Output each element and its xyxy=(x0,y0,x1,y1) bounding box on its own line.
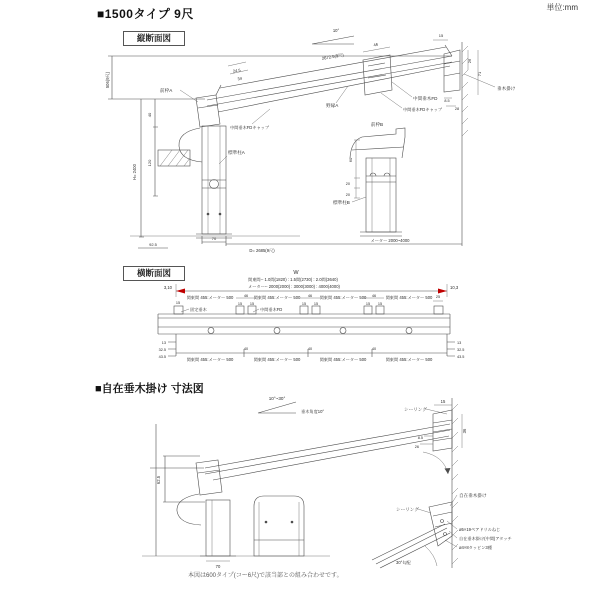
dim-15-p2a: 15 xyxy=(301,302,307,306)
rafter-clusters xyxy=(174,298,443,314)
bottom-segment-4: 関東間 455:メーター 500 xyxy=(385,357,433,362)
dim-post-height: H= 2400 xyxy=(132,164,137,180)
leader-screw2 xyxy=(445,540,457,547)
dim-62-5: 62.5 xyxy=(156,475,161,485)
leader-post-b xyxy=(352,197,366,202)
dim-40-3: 40 xyxy=(371,347,377,351)
dim-46: 46 xyxy=(373,41,379,48)
leader-fd-cap-right xyxy=(381,93,402,108)
dim-15-p1a: 15 xyxy=(237,302,243,306)
label-screw2: ø4×8タッピン3種 xyxy=(459,545,492,550)
label-screw1: ø5×19ペアドリルねじ xyxy=(459,527,501,532)
dim-28: 28 xyxy=(454,107,460,111)
leader-fd-cap-left xyxy=(252,109,270,124)
slope-dimension-line xyxy=(216,45,452,95)
dim-15-left: 15 xyxy=(175,301,181,305)
dim-70: 70 xyxy=(211,236,217,241)
slope-range-symbol xyxy=(258,402,296,413)
roof-bar xyxy=(158,314,450,334)
width-w-label: W xyxy=(293,270,299,276)
slope-angle-symbol xyxy=(312,36,354,44)
hatched-block xyxy=(158,150,190,166)
red-arrow-right xyxy=(438,289,447,294)
dim-506: 506(9尺) xyxy=(105,71,110,89)
section-label-vertical-section: 縦断面図 xyxy=(123,31,185,46)
left-dimension-lines xyxy=(108,56,452,237)
dim-15-sec3: 15 xyxy=(440,399,446,404)
dim-71: 71 xyxy=(477,71,482,77)
bottom-dimensions xyxy=(168,334,455,357)
leader-front-frame-a xyxy=(180,90,198,102)
post-a xyxy=(130,126,300,238)
slope30-arc xyxy=(425,546,437,566)
dim-32-5-right: 32.5 xyxy=(457,348,465,352)
dim-24-5: 24.5 xyxy=(232,67,242,74)
cross-section-drawing xyxy=(0,262,600,382)
rounded-post-detail xyxy=(254,496,304,556)
segment-label-3: 関東間 455:メーター 500 xyxy=(319,295,367,300)
label-sealing-lower: シーリング xyxy=(396,507,419,512)
label-bracket: 自在垂木掛け xyxy=(459,493,487,498)
front-assembly xyxy=(142,460,330,556)
dim-left-end: 3,10 xyxy=(163,285,172,290)
dim-43-5-right: 43.5 xyxy=(457,355,465,359)
dim-60: 60 xyxy=(348,157,353,163)
dim-15-p3a: 15 xyxy=(365,302,371,306)
label-fixed-rafter: 固定垂木 xyxy=(190,307,207,312)
label-front-frame-a: 前枠A xyxy=(160,88,173,93)
label-tarukigake: 垂木掛け xyxy=(497,86,516,91)
dim-15-p2b: 15 xyxy=(313,302,319,306)
dim-15-p1b: 15 xyxy=(249,302,255,306)
dim-46-2: 46 xyxy=(307,294,313,298)
segment-label-1: 関東間 455:メーター 500 xyxy=(186,295,234,300)
dim-meter-range: メーター 2000~4000 xyxy=(370,238,410,243)
rafter-bracket-drawing xyxy=(0,382,600,600)
label-fd-cap-right: 中間垂木FDキャップ xyxy=(403,107,443,112)
wall-line xyxy=(462,42,468,138)
label-post-b: 標準柱B xyxy=(333,200,350,205)
section-heading-rafter-bracket: ■自在垂木掛け 寸法図 xyxy=(95,383,204,395)
bottom-segment-1: 関東間 455:メーター 500 xyxy=(186,357,234,362)
label-front-frame-b: 前枠B xyxy=(370,122,384,127)
rotation-arc-arrow xyxy=(445,468,451,474)
dim-40-1: 40 xyxy=(243,347,249,351)
page-title: ■1500タイプ 9尺 xyxy=(97,7,194,21)
bottom-segment-2: 関東間 455:メーター 500 xyxy=(253,357,301,362)
bracket-30deg xyxy=(429,502,452,546)
vertical-section-drawing xyxy=(0,0,600,262)
post-b-detail xyxy=(350,128,405,236)
dim-13-right: 13 xyxy=(457,341,462,345)
slope-dimension: 2672.5(9尺) xyxy=(321,52,345,61)
wall-line-3 xyxy=(452,398,458,568)
dim-8-5-sec3: 8.5 xyxy=(417,436,423,440)
label-fd-cap-left: 中間垂木FDキャップ xyxy=(230,125,270,130)
spec-line-kantou: 関東間-- 1.0間(1820) : 1.5間(2730) : 2.0間(3640) xyxy=(248,277,338,282)
label-attach: 自在垂木掛け(中間)アタッチ xyxy=(459,536,512,541)
dim-32-5-left: 32.5 xyxy=(158,348,166,352)
section-label-cross-section: 横断面図 xyxy=(123,266,185,281)
rotation-arc xyxy=(423,452,448,474)
dim-15-p3b: 15 xyxy=(377,302,383,306)
segment-label-2: 関東間 455:メーター 500 xyxy=(253,295,301,300)
angle-10-label: 10° xyxy=(332,28,340,33)
dim-46-3: 46 xyxy=(371,294,377,298)
unit-label: 単位:mm xyxy=(546,3,578,12)
dim-8-5: 8.5 xyxy=(444,99,450,103)
dim-26-sec3: 26 xyxy=(414,445,419,449)
dim-25: 25 xyxy=(435,295,441,299)
segment-label-4: 関東間 455:メーター 500 xyxy=(385,295,433,300)
dim-20-b: 20 xyxy=(345,193,350,197)
dim-120: 120 xyxy=(147,159,152,167)
dim-92-5: 92.5 xyxy=(149,242,157,247)
dim-right-end: 10,3 xyxy=(450,285,459,290)
red-arrow-left xyxy=(176,289,185,294)
gutter-profile xyxy=(179,128,202,162)
dim-70-sec3: 70 xyxy=(215,564,221,569)
label-nobuchi-a: 野縁A xyxy=(326,103,339,108)
dim-depth: D= 2685(9尺) xyxy=(249,248,275,253)
dim-46-1: 46 xyxy=(243,294,249,298)
label-mid-rafter-fd: 中間垂木FD xyxy=(413,96,438,101)
dim-15: 15 xyxy=(438,33,444,38)
angle-range-label: 10°~30° xyxy=(268,396,286,401)
bottom-dimension-lines xyxy=(138,138,462,248)
label-slope30: 30°勾配 xyxy=(396,560,411,565)
dim-43-5-left: 43.5 xyxy=(158,355,166,359)
leader-mid-rafter-fd xyxy=(392,82,412,97)
dim-40: 40 xyxy=(147,112,152,118)
leader-fixed-rafter xyxy=(181,309,189,312)
dim-20-a: 20 xyxy=(345,182,350,186)
dim-36: 36 xyxy=(462,428,467,434)
spec-line-meter: メーター-- 2000(2000) : 3000(3000) : 4000(4000) xyxy=(248,284,340,289)
wall-bracket xyxy=(433,40,478,106)
rafter-angle-label: 垂木角度10° xyxy=(301,409,325,414)
dim-40-2: 40 xyxy=(307,347,313,351)
roof-panel-10deg xyxy=(205,424,450,480)
footnote: 本図は600タイプ(コー6尺)で該当部との組み合わせです。 xyxy=(188,573,343,579)
label-mid-rafter: 中間垂木FD xyxy=(260,307,283,312)
left-dimension-lines-3 xyxy=(150,424,205,556)
dim-26: 26 xyxy=(467,58,472,64)
label-sealing-upper: シーリング xyxy=(404,407,427,412)
dim-13-left: 13 xyxy=(161,341,166,345)
bottom-segment-3: 関東間 455:メーター 500 xyxy=(319,357,367,362)
leader-sealing-lower xyxy=(418,509,431,513)
dim-34: 34 xyxy=(237,75,243,82)
label-post-a: 標準柱A xyxy=(228,150,245,155)
